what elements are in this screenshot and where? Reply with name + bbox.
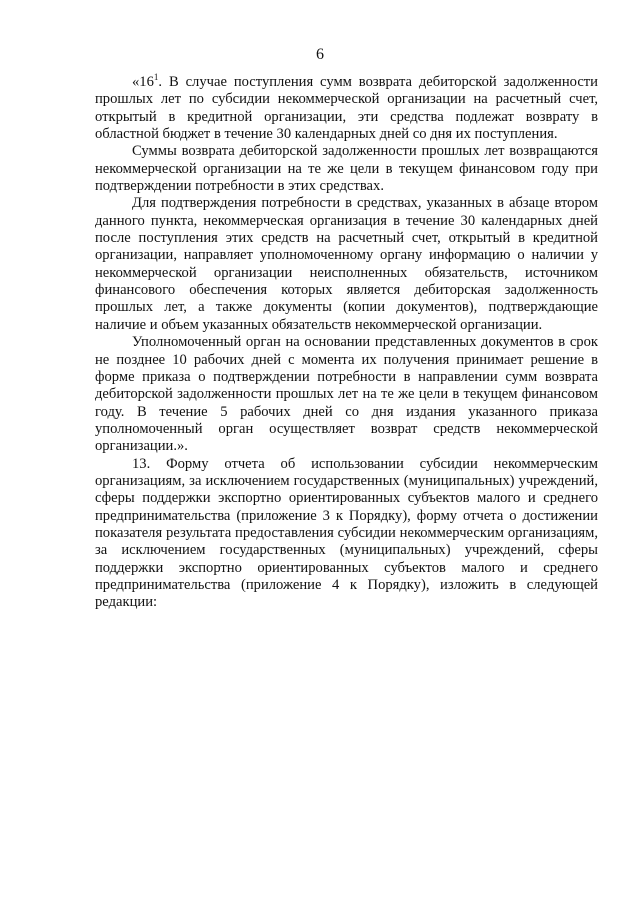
page-number: 6 xyxy=(316,46,324,63)
paragraph-return-sums: Суммы возврата дебиторской задолженности прошлых лет возвращаются некоммерческой организации на те же цели в текущем финансовом году при подтверждении потребности в этих средствах. xyxy=(95,143,598,195)
paragraph-authorized-body: Уполномоченный орган на основании представленных документов в срок не позднее 10 рабочих дней с момента их получения принимает решение в форме приказа о подтверждении потребности в направлении сумм возврата дебиторской задолженности прошлых лет на те же цели в текущем финансовом году. В течение 5 рабочих дней со дня издания указанного приказа уполномоченный орган осуществляет возврат средств некоммерческой организации.». xyxy=(95,334,598,455)
paragraph-text: . В случае поступления сумм возврата дебиторской задолженности прошлых лет по субсидии некоммерческой организации на расчетный счет, открытый в кредитной организации, эти средства подлежат возврату в областной бюджет в течение 30 календарных дней со дня их поступления. xyxy=(95,74,598,143)
document-body xyxy=(95,74,598,612)
paragraph-16-1 xyxy=(95,74,598,143)
superscript: 1 xyxy=(153,72,159,83)
paragraph-confirmation: Для подтверждения потребности в средствах, указанных в абзаце втором данного пункта, некоммерческая организация в течение 30 календарных дней после поступления этих средств на расчетный счет, открытый в кредитной организации, направляет уполномоченному органу информацию о наличии у некоммерческой организации неисполненных обязательств, источником финансового обеспечения которых является дебиторская задолженность прошлых лет, а также документы (копии документов), подтверждающие наличие и объем указанных обязательств некоммерческой организации. xyxy=(95,195,598,333)
paragraph-number: «16 xyxy=(132,74,154,90)
paragraph-item-13: 13. Форму отчета об использовании субсидии некоммерческим организациям, за исключением государственных (муниципальных) учреждений, сферы поддержки экспортно ориентированных субъектов малого и среднего предпринимательства (приложение 3 к Порядку), форму отчета о достижении показателя результата предоставления субсидии некоммерческим организациям, за исключением государственных (муниципальных) учреждений, сферы поддержки экспортно ориентированных субъектов малого и среднего предпринимательства (приложение 4 к Порядку), изложить в следующей редакции: xyxy=(95,455,598,611)
